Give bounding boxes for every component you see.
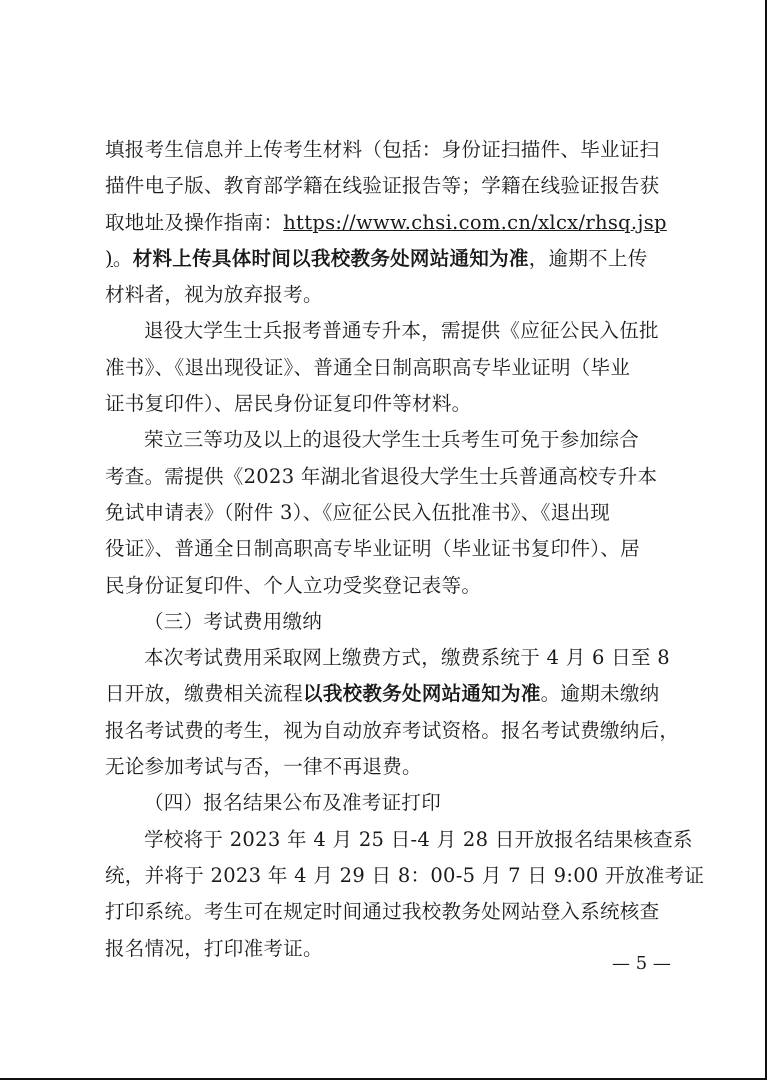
text-segment: 日开放，缴费相关流程 [105,682,304,706]
chsi-link[interactable]: https://www.chsi.com.cn/xlcx/rhsq.jsp [283,210,667,234]
text-line: 役证》、普通全日制高职高专毕业证明（毕业证书复印件）、居 [105,537,640,561]
text-line [105,241,665,277]
text-line: 学校将于 2023 年 4 月 25 日-4 月 28 日开放报名结果核查系 [144,827,693,851]
text-line: 统，并将于 2023 年 4 月 29 日 8：00-5 月 7 日 9:00 开放准考证 [105,863,705,887]
text-line: 准书》、《退出现役证》、普通全日制高职高专毕业证明（毕业 [105,355,631,379]
document-body [105,132,705,967]
text-line: 荣立三等功及以上的退役大学生士兵考生可免于参加综合 [144,428,640,452]
page-number: — 5 — [612,953,671,974]
bold-notice: 材料上传具体时间以我校教务处网站通知为准 [132,246,529,270]
text-line [105,205,665,241]
text-line: 退役大学生士兵报考普通专升本，需提供《应征公民入伍批 [144,319,659,343]
text-segment: 。逾期未缴纳 [540,682,660,706]
link-close-paren[interactable]: ) [105,246,113,270]
text-segment: 取地址及操作指南： [105,210,284,234]
text-line: 考查。需提供《2023 年湖北省退役大学生士兵普通高校专升本 [105,464,658,488]
text-line: 报名情况，打印准考证。 [105,936,323,960]
text-line: 证书复印件）、居民身份证复印件等材料。 [105,392,472,416]
text-line: 民身份证复印件、个人立功受奖登记表等。 [105,573,482,597]
text-line [105,676,665,712]
text-segment: ，逾期不上传 [528,246,648,270]
text-line: 填报考生信息并上传考生材料（包括：身份证扫描件、毕业证扫 [105,138,660,161]
section-heading: （四）报名结果公布及准考证打印 [144,791,442,815]
text-line: 描件电子版、教育部学籍在线验证报告等；学籍在线验证报告获 [105,174,660,198]
text-line: 打印系统。考生可在规定时间通过我校教务处网站登入系统核查 [105,900,660,924]
section-heading: （三）考试费用缴纳 [144,609,323,633]
text-line: 材料者，视为放弃报考。 [105,283,323,307]
text-line: 无论参加考试与否，一律不再退费。 [105,755,422,779]
text-line: 报名考试费的考生，视为自动放弃考试资格。报名考试费缴纳后， [105,718,680,742]
text-line: 免试申请表》（附件 3）、《应征公民入伍批准书》、《退出现 [105,500,611,524]
bold-notice: 以我校教务处网站通知为准 [303,682,541,706]
text-line: 本次考试费用采取网上缴费方式，缴费系统于 4 月 6 日至 8 [144,646,671,670]
text-segment: 。 [112,246,133,270]
